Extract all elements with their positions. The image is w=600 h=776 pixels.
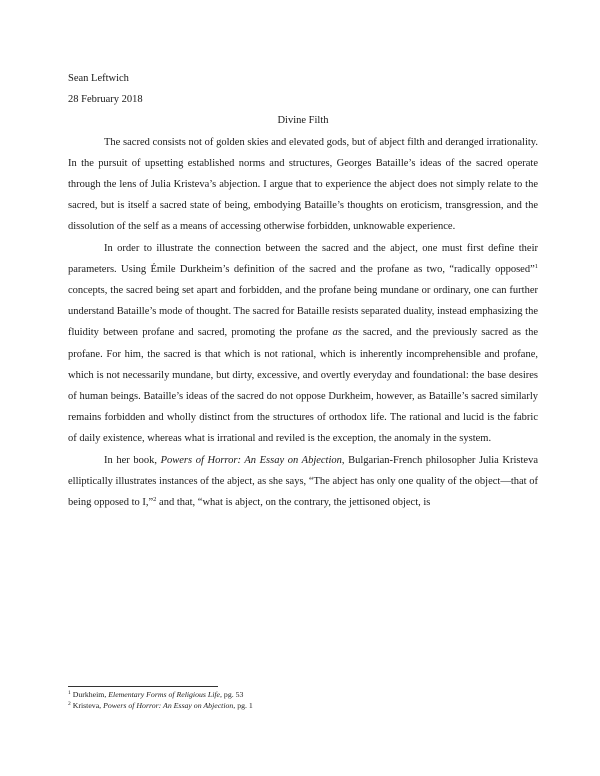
author-name: Sean Leftwich [68, 73, 129, 84]
paragraph-1: The sacred consists not of golden skies and elevated gods, but of abject filth and deranged irrationality. In the pursuit of upsetting established norms and structures, Georges Bataille’s ideas of the sacred operate through the lens of Julia Kristeva’s abjection. I argue that to experience the abject does not simply relate to the sacred, but is itself a sacred state of being, embodying Bataille’s thoughts on eroticism, transgression, and the dissolution of the self as a means of accessing otherwise forbidden, unknowable experience. [68, 136, 538, 233]
footnotes-section [68, 686, 538, 711]
footnote-divider [68, 686, 218, 687]
footnote-work: Elementary Forms of Religious Life [108, 690, 221, 699]
footnote-author: Kristeva, [72, 700, 104, 710]
footnote-2 [68, 701, 538, 712]
footnote-ref-1: 1 [534, 262, 538, 270]
paragraph-3 [68, 450, 538, 514]
document-date: 28 February 2018 [68, 94, 143, 106]
paragraph-2 [68, 238, 538, 450]
book-title: Powers of Horror: An Essay on Abjection [160, 454, 342, 466]
footnote-number: 1 [68, 690, 71, 696]
document-body [68, 68, 538, 513]
paragraph-2-text-a: In order to illustrate the connection between the sacred and the abject, one must first define their parameters. Using Émile Durkheim’s definition of the sacred and the profane as two, “radically opposed” [68, 242, 538, 275]
footnote-ref-2: 2 [153, 496, 157, 504]
footnote-page: , pg. 53 [220, 690, 244, 699]
footnote-page: , pg. 1 [233, 700, 253, 710]
paragraph-3-text-a: In her book, [104, 454, 161, 466]
paragraph-3-text-c: and that, “what is abject, on the contrary, the jettisoned object, is [156, 497, 431, 509]
footnote-1 [68, 690, 538, 701]
footnote-author: Durkheim, [72, 690, 109, 699]
paragraph-2-text-b: concepts, the sacred being set apart and forbidden, and the profane being mundane or ordinary, one can further understand Bataille’s mode of thought. The sacred for Bataille resists separated duality, instead emphasizing the fluidity between profane and sacred, promoting the profane [68, 285, 538, 339]
footnote-number: 2 [68, 700, 71, 707]
paragraph-2-text-c: the sacred, and the previously sacred as the profane. For him, the sacred is that which is not rational, which is inherently incomprehensible and profane, which is not necessarily mundane, but dirty, excessive, and overtly everyday and foundational: the base desires of human beings. Bataille’s ideas of the sacred do not oppose Durkheim, however, as Bataille’s sacred similarly remains forbidden and wholly distinct from the structures of orthodox life. The rational and lucid is the fabric of daily existence, whereas what is irrational and reviled is the exception, the anomaly in the system. [68, 327, 538, 445]
paragraph-2-emphasis: as [332, 327, 342, 339]
paragraph-3-text-b: , Bulgarian-French philosopher Julia Kristeva elliptically illustrates instances of the abject, as she says, “The abject has only one quality of the object—that of being opposed to I,” [68, 454, 539, 509]
essay-title: Divine Filth [277, 115, 329, 127]
footnote-work: Powers of Horror: An Essay on Abjection [103, 700, 234, 710]
